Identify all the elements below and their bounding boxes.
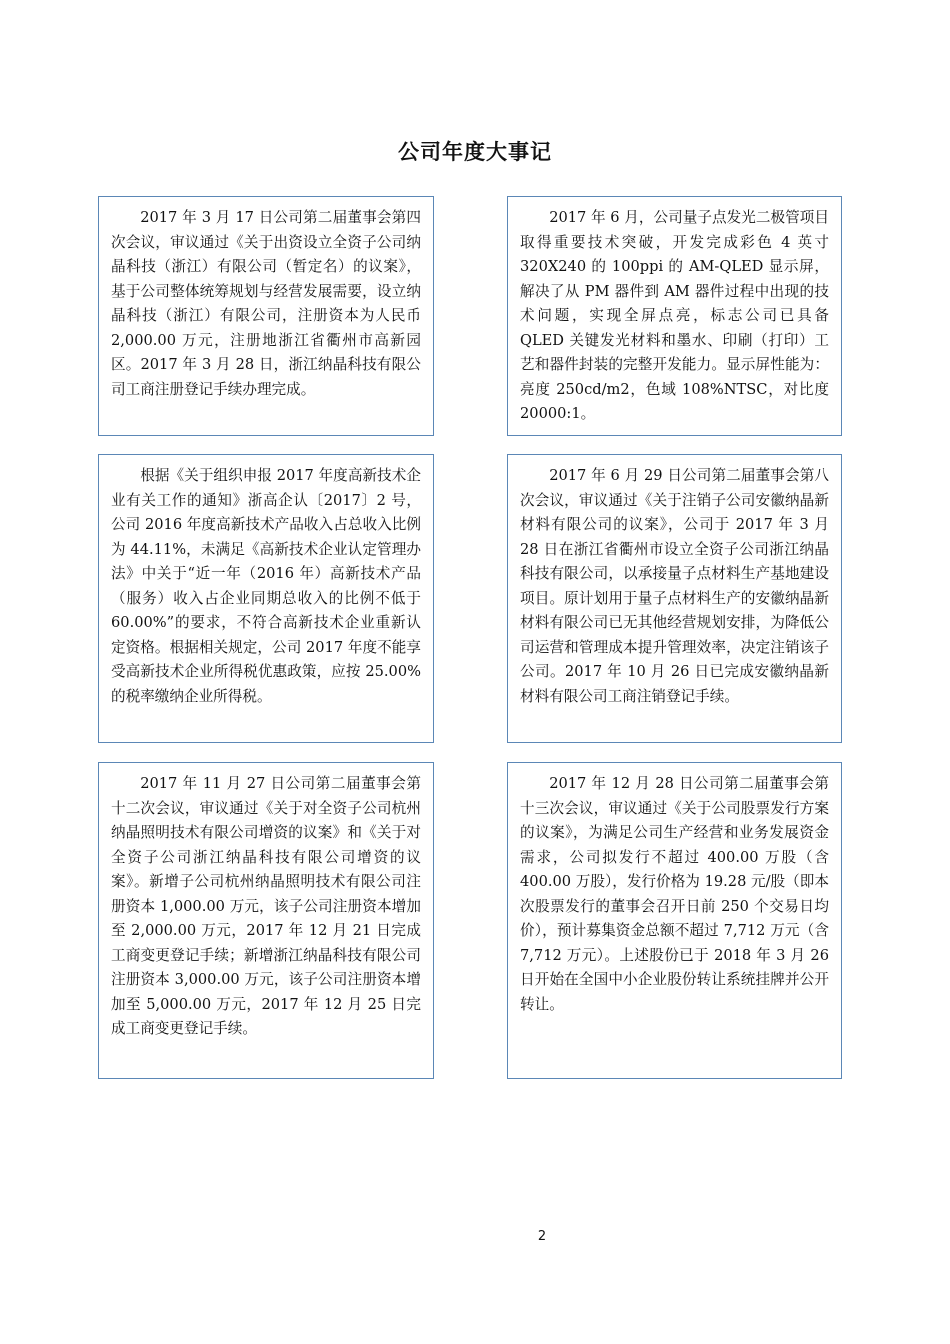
page-title: 公司年度大事记 <box>398 140 552 164</box>
event-text: 根据《关于组织申报 2017 年度高新技术企业有关工作的通知》浙高企认〔2017〕2 号，公司 2016 年度高新技术产品收入占总收入比例为 44.11%，未满足《高新技术企业认定管理办法》中关于“近一年（2016 年）高新技术产品（服务）收入占企业同期总收入的比例不低于 60.00%”的要求，不符合高新技术企业重新认定资格。根据相关规定，公司 2017 年度不能享受高新技术企业所得税优惠政策，应按 25.00%的税率缴纳企业所得税。 <box>111 467 421 705</box>
event-box-qled-breakthrough <box>507 196 842 436</box>
event-text: 2017 年 12 月 28 日公司第二届董事会第十三次会议，审议通过《关于公司股票发行方案的议案》，为满足公司生产经营和业务发展资金需求，公司拟发行不超过 400.00 万股（含 400.00 万股），发行价格为 19.28 元/股（即本次股票发行的董事会召开日前 250 个交易日均价），预计募集资金总额不超过 7,712 万元（含 7,712 万元）。上述股份已于 2018 年 3 月 26 日开始在全国中小企业股份转让系统挂牌并公开转让。 <box>520 775 829 1013</box>
event-box-capital-increase <box>98 762 434 1079</box>
event-box-subsidiary-deregistration <box>507 454 842 743</box>
event-text: 2017 年 6 月 29 日公司第二届董事会第八次会议，审议通过《关于注销子公司安徽纳晶新材料有限公司的议案》，公司于 2017 年 3 月 28 日在浙江省衢州市设立全资子公司浙江纳晶科技有限公司，以承接量子点材料生产基地建设项目。原计划用于量子点材料生产的安徽纳晶新材料有限公司已无其他经营规划安排，为降低公司运营和管理成本提升管理效率，决定注销该子公司。2017 年 10 月 26 日已完成安徽纳晶新材料有限公司工商注销登记手续。 <box>520 467 829 705</box>
event-box-board-4th-meeting <box>98 196 434 436</box>
event-box-share-issuance <box>507 762 842 1079</box>
event-box-high-tech-status <box>98 454 434 743</box>
event-text: 2017 年 11 月 27 日公司第二届董事会第十二次会议，审议通过《关于对全资子公司杭州纳晶照明技术有限公司增资的议案》和《关于对全资子公司浙江纳晶科技有限公司增资的议案》。新增子公司杭州纳晶照明技术有限公司注册资本 1,000.00 万元，该子公司注册资本增加至 2,000.00 万元，2017 年 12 月 21 日完成工商变更登记手续；新增浙江纳晶科技有限公司注册资本 3,000.00 万元，该子公司注册资本增加至 5,000.00 万元，2017 年 12 月 25 日完成工商变更登记手续。 <box>111 775 421 1037</box>
event-text: 2017 年 3 月 17 日公司第二届董事会第四次会议，审议通过《关于出资设立全资子公司纳晶科技（浙江）有限公司（暂定名）的议案》，基于公司整体统筹规划与经营发展需要，设立纳晶科技（浙江）有限公司，注册资本为人民币 2,000.00 万元，注册地浙江省衢州市高新园区。2017 年 3 月 28 日，浙江纳晶科技有限公司工商注册登记手续办理完成。 <box>111 209 421 398</box>
page-number: 2 <box>537 1229 547 1244</box>
event-text: 2017 年 6 月，公司量子点发光二极管项目取得重要技术突破，开发完成彩色 4 英寸 320X240 的 100ppi 的 AM-QLED 显示屏，解决了从 PM 器件到 AM 器件过程中出现的技术问题，实现全屏点亮，标志公司已具备 QLED 关键发光材料和墨水、印刷（打印）工艺和器件封装的完整开发能力。显示屏性能为：亮度 250cd/m2，色域 108%NTSC，对比度 20000:1。 <box>520 209 829 422</box>
